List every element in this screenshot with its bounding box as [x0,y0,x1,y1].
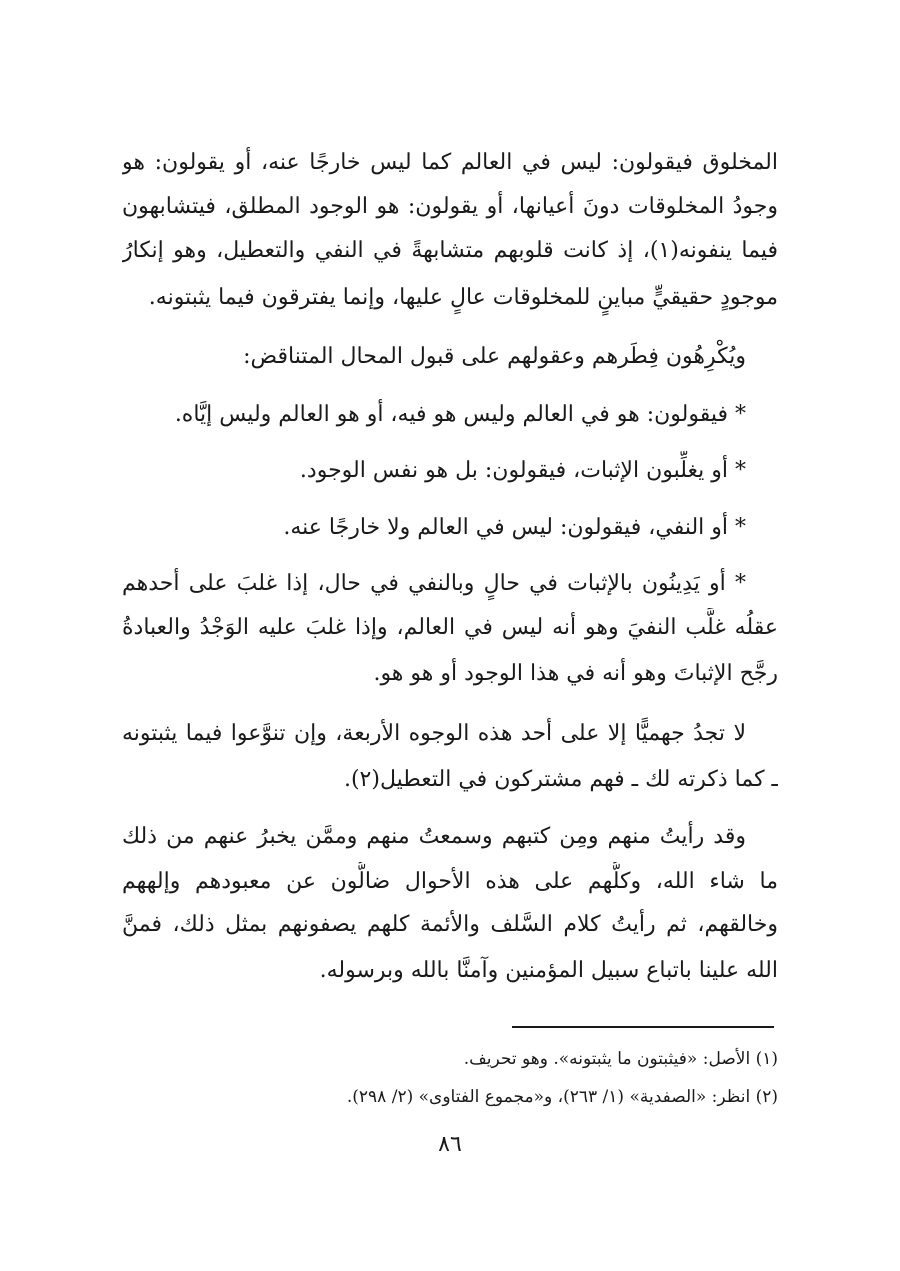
footnote-separator [512,1026,774,1028]
bullet-item: * أو النفي، فيقولون: ليس في العالم ولا خارجًا عنه. [283,515,746,540]
body-text-line: وجودُ المخلوقات دونَ أعيانها، أو يقولون: هو الوجود المطلق، فيتشابهون [122,194,778,219]
page-number: ٨٦ [438,1132,462,1157]
body-text-line: لا تجدُ جهميًّا إلا على أحد هذه الوجوه الأربعة، وإن تنوَّعوا فيما يثبتونه [122,721,746,746]
bullet-item: * أو يَدِينُون بالإثبات في حالٍ وبالنفي في حال، إذا غلبَ على أحدهم [122,571,746,596]
footnote: (٢) انظر: «الصفدية» (١/ ٢٦٣)، و«مجموع الفتاوى» (٢/ ٢٩٨). [346,1087,778,1107]
body-text-line: وقد رأيتُ منهم ومِن كتبهم وسمعتُ منهم وممَّن يخبرُ عنهم من ذلك [122,824,746,849]
body-text-line: رجَّح الإثباتَ وهو أنه في هذا الوجود أو هو هو. [373,661,778,686]
body-text-line: ما شاء الله، وكلُّهم على هذه الأحوال ضالُّون عن معبودهم وإلههم [122,869,778,894]
bullet-item: * أو يغلِّبون الإثبات، فيقولون: بل هو نفس الوجود. [299,458,746,483]
body-text-line: ـ كما ذكرته لك ـ فهم مشتركون في التعطيل(٢). [343,767,778,792]
body-text-line: موجودٍ حقيقيٍّ مباينٍ للمخلوقات عالٍ عليها، وإنما يفترقون فيما يثبتونه. [148,285,778,310]
body-text-line: المخلوق فيقولون: ليس في العالم كما ليس خارجًا عنه، أو يقولون: هو [122,150,778,175]
body-text-line: الله علينا باتباع سبيل المؤمنين وآمنَّا بالله وبرسوله. [319,958,778,983]
body-text-line: فيما ينفونه(١)، إذ كانت قلوبهم متشابهةً في النفي والتعطيل، وهو إنكارُ [122,238,778,263]
bullet-item: * فيقولون: هو في العالم وليس هو فيه، أو هو العالم وليس إيَّاه. [174,402,746,427]
body-text-line: وخالقهم، ثم رأيتُ كلام السَّلف والأئمة كلهم يصفونهم بمثل ذلك، فمنَّ [122,912,778,937]
body-text-line: ويُكْرِهُون فِطَرهم وعقولهم على قبول المحال المتناقض: [243,344,746,369]
footnote: (١) الأصل: «فيثبتون ما يثبتونه». وهو تحريف. [463,1049,778,1069]
body-text-line: عقلُه غلَّب النفيَ وهو أنه ليس في العالم، وإذا غلبَ عليه الوَجْدُ والعبادةُ [122,615,778,640]
